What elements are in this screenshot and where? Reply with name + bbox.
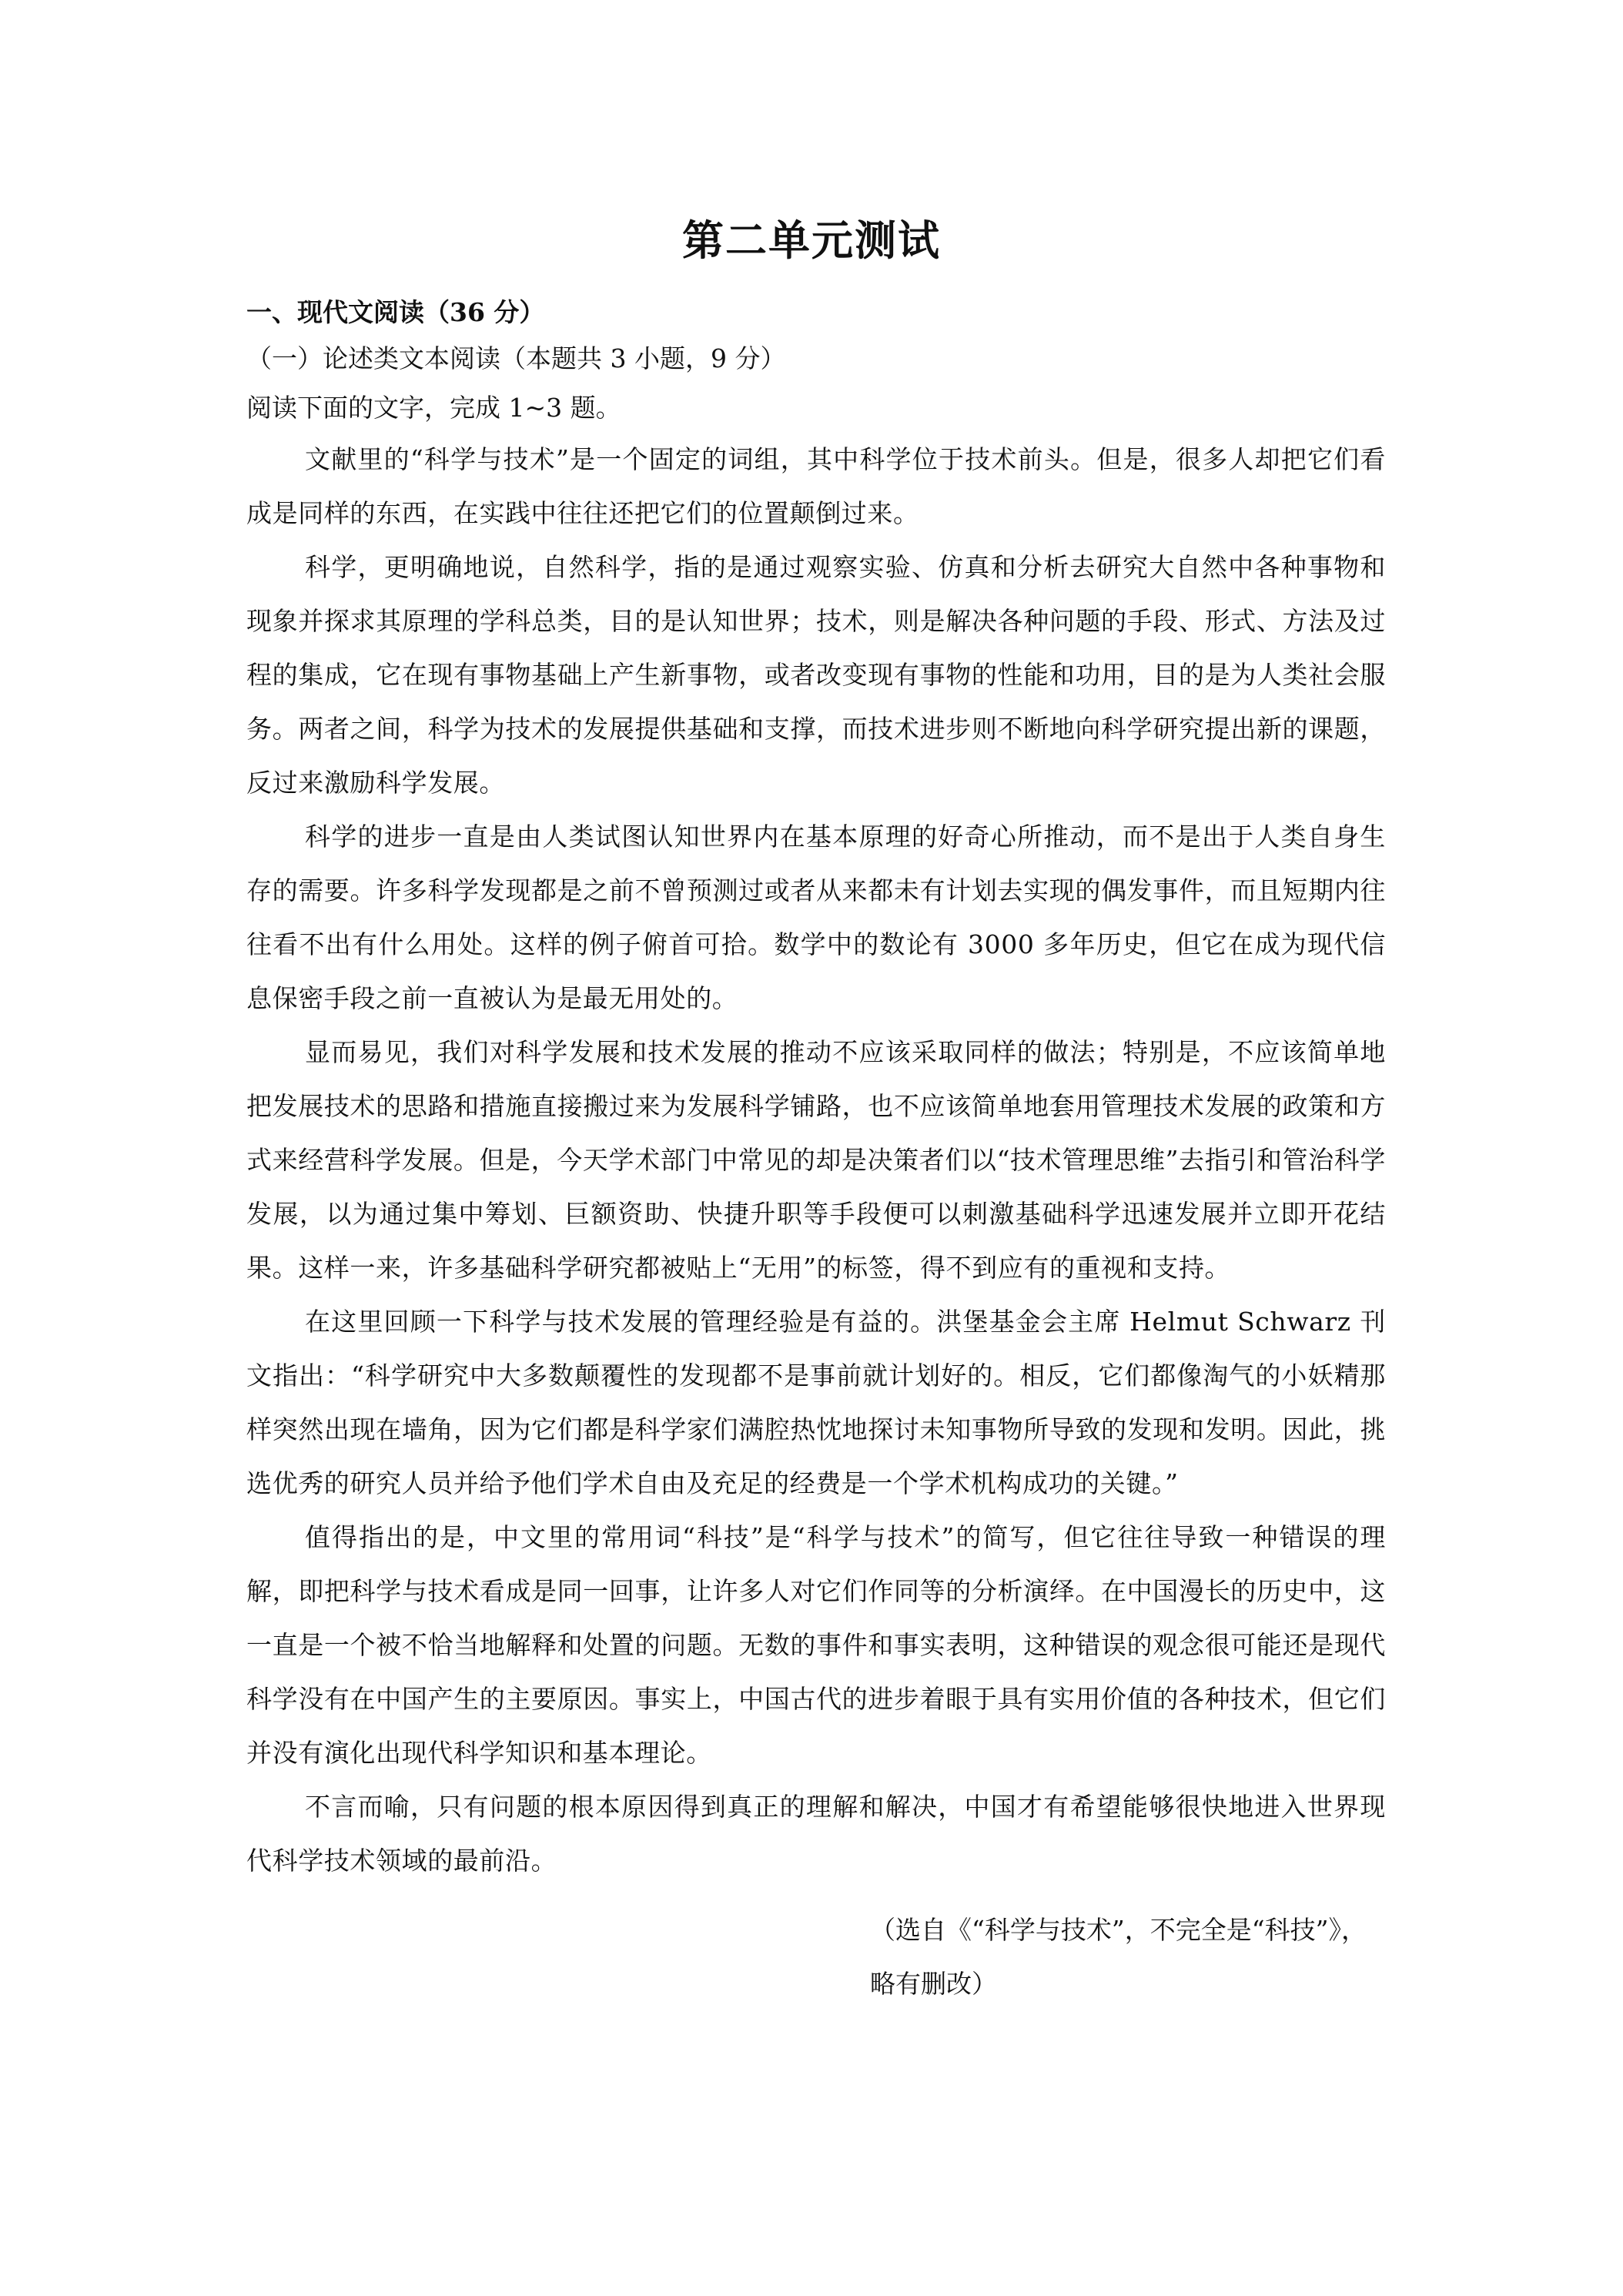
source-citation	[870, 1903, 1409, 2011]
paragraph-4: 显而易见，我们对科学发展和技术发展的推动不应该采取同样的做法；特别是，不应该简单地把发展技术的思路和措施直接搬过来为发展科学铺路，也不应该简单地套用管理技术发展的政策和方式来经营科学发展。但是，今天学术部门中常见的却是决策者们以“技术管理思维”去指引和管治科学发展，以为通过集中筹划、巨额资助、快捷升职等手段便可以刺激基础科学迅速发展并立即开花结果。这样一来，许多基础科学研究都被贴上“无用”的标签，得不到应有的重视和支持。	[246, 1037, 1386, 1283]
paragraph-7: 不言而喻，只有问题的根本原因得到真正的理解和解决，中国才有希望能够很快地进入世界现代科学技术领域的最前沿。	[246, 1792, 1386, 1876]
sub-heading: （一）论述类文本阅读（本题共 3 小题，9 分）	[246, 343, 786, 373]
source-line-1: （选自《“科学与技术”，不完全是“科技”》，	[870, 1915, 1367, 1945]
source-line-2: 略有删改）	[870, 1969, 997, 1999]
page-title: 第二单元测试	[682, 216, 941, 265]
paragraph-6: 值得指出的是，中文里的常用词“科技”是“科学与技术”的简写，但它往往导致一种错误的理解，即把科学与技术看成是同一回事，让许多人对它们作同等的分析演绎。在中国漫长的历史中，这一直是一个被不恰当地解释和处置的问题。无数的事件和事实表明，这种错误的观念很可能还是现代科学没有在中国产生的主要原因。事实上，中国古代的进步着眼于具有实用价值的各种技术，但它们并没有演化出现代科学知识和基本理论。	[246, 1522, 1386, 1768]
section-heading: 一、现代文阅读（36 分）	[246, 297, 545, 327]
instruction: 阅读下面的文字，完成 1~3 题。	[246, 393, 621, 423]
paragraph-1: 文献里的“科学与技术”是一个固定的词组，其中科学位于技术前头。但是，很多人却把它们看成是同样的东西，在实践中往往还把它们的位置颠倒过来。	[246, 444, 1386, 528]
paragraph-2: 科学，更明确地说，自然科学，指的是通过观察实验、仿真和分析去研究大自然中各种事物和现象并探求其原理的学科总类，目的是认知世界；技术，则是解决各种问题的手段、形式、方法及过程的集成，它在现有事物基础上产生新事物，或者改变现有事物的性能和功用，目的是为人类社会服务。两者之间，科学为技术的发展提供基础和支撑，而技术进步则不断地向科学研究提出新的课题，反过来激励科学发展。	[246, 552, 1386, 798]
reading-section	[246, 291, 1386, 1888]
article-body	[246, 433, 1386, 1888]
paragraph-5: 在这里回顾一下科学与技术发展的管理经验是有益的。洪堡基金会主席 Helmut Schwarz 刊文指出：“科学研究中大多数颠覆性的发现都不是事前就计划好的。相反，它们都像淘气的小妖精那样突然出现在墙角，因为它们都是科学家们满腔热忱地探讨未知事物所导致的发现和发明。因此，挑选优秀的研究人员并给予他们学术自由及充足的经费是一个学术机构成功的关键。”	[246, 1307, 1386, 1498]
paragraph-3: 科学的进步一直是由人类试图认知世界内在基本原理的好奇心所推动，而不是出于人类自身生存的需要。许多科学发现都是之前不曾预测过或者从来都未有计划去实现的偶发事件，而且短期内往往看不出有什么用处。这样的例子俯首可拾。数学中的数论有 3000 多年历史，但它在成为现代信息保密手段之前一直被认为是最无用处的。	[246, 822, 1386, 1013]
